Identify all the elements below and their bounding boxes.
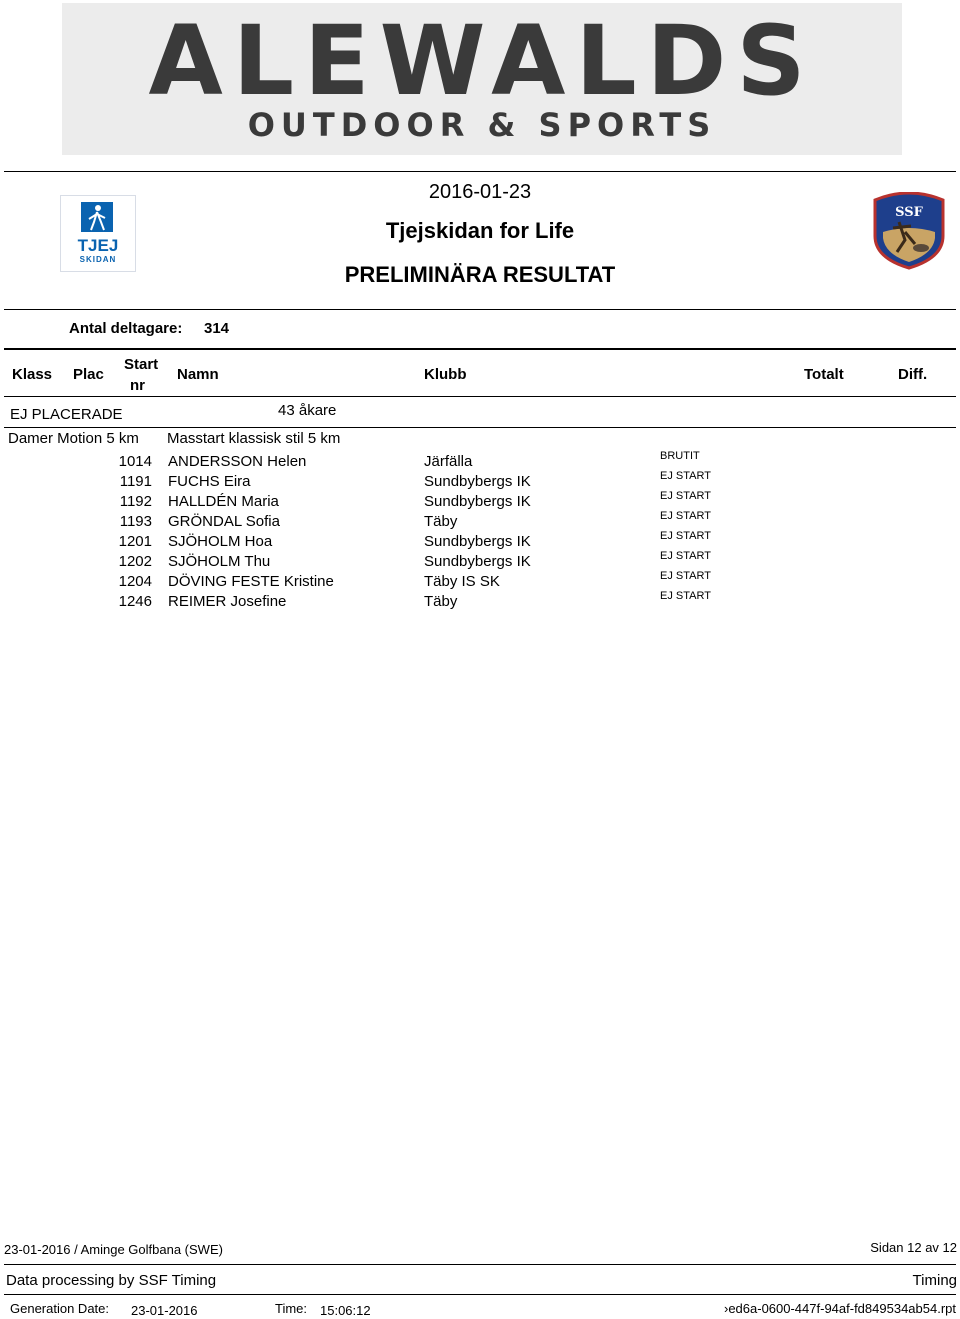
- start-number: 1014: [118, 453, 152, 470]
- result-status: EJ START: [660, 550, 711, 562]
- start-number: 1191: [119, 473, 152, 490]
- report-file-name: ›ed6a-0600-447f-94af-fd849534ab54.rpt: [723, 1301, 956, 1316]
- race-name: Tjejskidan for Life: [385, 218, 575, 243]
- club-name: Sundbybergs IK: [424, 533, 531, 550]
- participants-value: 314: [204, 320, 230, 337]
- generation-date-label: Generation Date:: [10, 1301, 110, 1316]
- result-row: [0, 490, 960, 513]
- section-divider: [4, 427, 956, 428]
- start-number: 1202: [118, 553, 152, 570]
- header-divider-top: [4, 171, 956, 172]
- result-row: [0, 530, 960, 553]
- athlete-name: FUCHS Eira: [168, 473, 251, 490]
- start-number: 1201: [118, 533, 152, 550]
- columns-divider-bottom: [4, 396, 956, 397]
- start-number: 1192: [119, 493, 152, 510]
- generation-time-label: Time:: [275, 1301, 308, 1316]
- header-divider-bottom: [4, 309, 956, 310]
- class-name: Damer Motion 5 km: [8, 430, 139, 447]
- athlete-name: HALLDÉN Maria: [168, 493, 279, 510]
- footer-venue: 23-01-2016 / Aminge Golfbana (SWE): [4, 1242, 223, 1257]
- athlete-name: SJÖHOLM Thu: [168, 553, 271, 570]
- class-description: Masstart klassisk stil 5 km: [167, 430, 341, 447]
- result-status: EJ START: [660, 510, 711, 522]
- athlete-name: REIMER Josefine: [168, 593, 287, 610]
- column-namn: Namn: [177, 366, 219, 383]
- results-status-title: PRELIMINÄRA RESULTAT: [344, 262, 616, 287]
- club-name: Täby: [424, 513, 458, 530]
- result-row: [0, 590, 960, 613]
- result-status: BRUTIT: [660, 450, 700, 462]
- column-diff: Diff.: [898, 366, 928, 383]
- column-plac: Plac: [73, 366, 104, 383]
- club-name: Täby IS SK: [424, 573, 500, 590]
- column-totalt: Totalt: [804, 366, 844, 383]
- column-klass: Klass: [12, 366, 53, 383]
- group-count: 43 åkare: [278, 402, 337, 419]
- result-row: [0, 550, 960, 573]
- club-name: Sundbybergs IK: [424, 493, 531, 510]
- athlete-name: SJÖHOLM Hoa: [168, 533, 273, 550]
- column-start-nr: nr: [130, 377, 145, 394]
- athlete-name: GRÖNDAL Sofia: [168, 513, 280, 530]
- ssf-letters: SSF: [895, 205, 923, 220]
- athlete-name: ANDERSSON Helen: [168, 453, 307, 470]
- generation-date-value: 23-01-2016: [131, 1303, 198, 1318]
- tjej-logo-word: TJEJ: [77, 236, 119, 255]
- column-klubb: Klubb: [424, 366, 467, 383]
- participants-label: Antal deltagare:: [69, 320, 183, 337]
- footer-timing: Timing: [912, 1272, 957, 1289]
- start-number: 1193: [119, 513, 152, 530]
- club-name: Sundbybergs IK: [424, 553, 531, 570]
- footer-divider-top: [4, 1264, 956, 1265]
- club-name: Sundbybergs IK: [424, 473, 531, 490]
- footer-processing: Data processing by SSF Timing: [6, 1272, 217, 1289]
- sponsor-brand: ALEWALDS: [148, 5, 816, 117]
- sponsor-tagline: OUTDOOR & SPORTS: [247, 106, 717, 144]
- result-status: EJ START: [660, 470, 711, 482]
- result-status: EJ START: [660, 590, 711, 602]
- result-row: [0, 450, 960, 473]
- start-number: 1204: [118, 573, 152, 590]
- result-row: [0, 510, 960, 533]
- generation-time-value: 15:06:12: [320, 1303, 371, 1318]
- sponsor-banner: [62, 3, 902, 155]
- club-name: Täby: [424, 593, 458, 610]
- race-date: 2016-01-23: [428, 181, 532, 203]
- footer-divider-bottom: [4, 1294, 956, 1295]
- athlete-name: DÖVING FESTE Kristine: [168, 573, 334, 590]
- club-name: Järfälla: [424, 453, 473, 470]
- group-title: EJ PLACERADE: [10, 406, 123, 423]
- footer-page: Sidan 12 av 12: [870, 1240, 957, 1255]
- result-row: [0, 570, 960, 593]
- start-number: 1246: [118, 593, 152, 610]
- result-row: [0, 470, 960, 493]
- result-status: EJ START: [660, 530, 711, 542]
- column-start: Start: [124, 356, 159, 373]
- skidan-logo-word: SKIDAN: [79, 255, 117, 264]
- result-status: EJ START: [660, 570, 711, 582]
- columns-divider-top: [4, 348, 956, 350]
- result-status: EJ START: [660, 490, 711, 502]
